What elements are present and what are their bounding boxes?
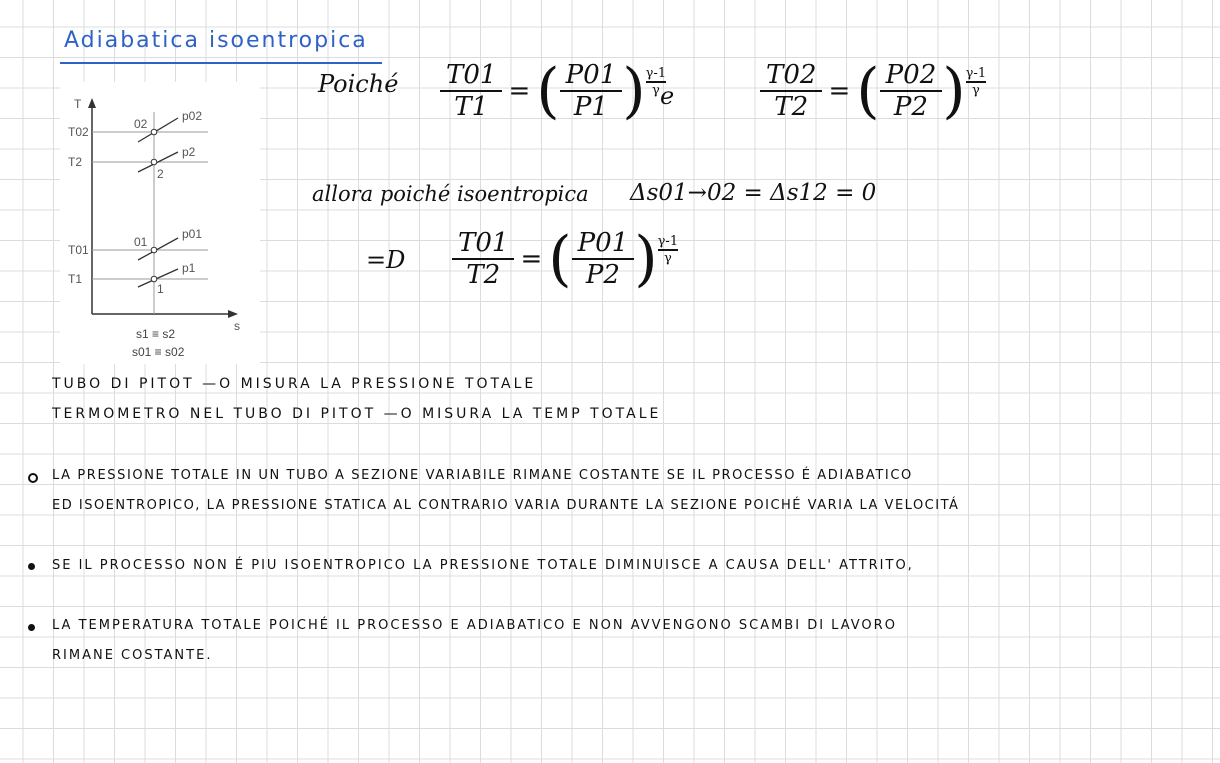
eq2-num-right: P02 — [885, 60, 937, 90]
eq2-open-paren: ( — [856, 56, 880, 126]
eq2-den-left: T2 — [774, 92, 809, 122]
t-axis-arrow — [88, 98, 96, 108]
bullet-2-line-1: SE IL PROCESSO NON É PIU ISOENTROPICO LA PRESSIONE TOTALE DIMINUISCE A CAUSA DELL' ATTRITO, — [52, 558, 914, 573]
caption-s01-s02: s01 ≡ s02 — [132, 345, 185, 359]
eq3-exp-num: γ-1 — [657, 234, 679, 250]
eq3-exp-den: γ — [663, 250, 672, 266]
eq1-num-left: T01 — [446, 60, 497, 90]
label-state-1: 1 — [157, 282, 164, 296]
eq3-num-left: T01 — [458, 228, 509, 258]
title-underline — [60, 62, 382, 64]
eq3-den-left: T2 — [466, 260, 501, 290]
eq3-exponent — [658, 234, 678, 266]
eq1-num-right: P01 — [565, 60, 617, 90]
poiche-word: Poiché — [318, 70, 399, 98]
e-word: e — [660, 82, 675, 110]
eq2-exp-den: γ — [971, 82, 980, 98]
s-axis-label: s — [234, 319, 240, 333]
note-thermometer: TERMOMETRO NEL TUBO DI PITOT —O MISURA LA TEMP TOTALE — [52, 406, 662, 422]
ts-diagram-svg — [60, 82, 260, 364]
t-axis-label: T — [74, 97, 82, 111]
label-t2: T2 — [68, 155, 83, 169]
eq2-left-fraction — [760, 60, 822, 122]
caption-s1-s2: s1 ≡ s2 — [136, 327, 176, 341]
eq1-open-paren: ( — [536, 56, 560, 126]
point-01 — [151, 247, 157, 253]
equation-3 — [452, 224, 679, 294]
eq1-den-right: P1 — [573, 92, 608, 122]
eq3-open-paren: ( — [548, 224, 572, 294]
point-1 — [151, 276, 157, 282]
eq1-den-left: T1 — [454, 92, 489, 122]
delta-s-line — [630, 180, 876, 206]
eq2-close-paren: ) — [942, 56, 966, 126]
bullet-marker-2 — [28, 563, 35, 570]
bullet-3-line-1: LA TEMPERATURA TOTALE POICHÉ IL PROCESSO E ADIABATICO E NON AVVENGONO SCAMBI DI LAVORO — [52, 618, 897, 633]
eq3-close-paren: ) — [634, 224, 658, 294]
bullet-1-line-1: LA PRESSIONE TOTALE IN UN TUBO A SEZIONE VARIABILE RIMANE COSTANTE SE IL PROCESSO É ADIABATICO — [52, 468, 913, 483]
ts-diagram — [60, 82, 260, 364]
implies-symbol — [366, 246, 405, 274]
bullet-3-line-2: RIMANE COSTANTE. — [52, 648, 213, 663]
eq3-num-right: P01 — [577, 228, 629, 258]
label-t1: T1 — [68, 272, 83, 286]
label-state-2: 2 — [157, 167, 164, 181]
point-2 — [151, 159, 157, 165]
allora-line — [312, 182, 589, 206]
label-state-02: 02 — [134, 117, 148, 131]
label-p1: p1 — [182, 261, 196, 275]
poiche-label — [318, 70, 398, 98]
bullet-marker-1 — [28, 473, 38, 483]
eq3-equals: = — [520, 244, 543, 274]
s-axis-arrow — [228, 310, 238, 318]
label-t01: T01 — [68, 243, 89, 257]
eq1-right-fraction — [560, 60, 623, 122]
eq2-right-fraction — [880, 60, 943, 122]
eq1-exp-den: γ — [651, 82, 660, 98]
eq2-exp-num: γ-1 — [965, 66, 987, 82]
note-pitot-tube: TUBO DI PITOT —O MISURA LA PRESSIONE TOTALE — [52, 376, 537, 392]
allora-text: allora poiché isoentropica — [312, 182, 589, 206]
bullet-1-line-2: ED ISOENTROPICO, LA PRESSIONE STATICA AL CONTRARIO VARIA DURANTE LA SEZIONE POICHÉ VARIA LA VELOCITÁ — [52, 498, 960, 513]
eq2-equals: = — [828, 76, 851, 106]
eq1-close-paren: ) — [622, 56, 646, 126]
label-p02: p02 — [182, 109, 203, 123]
eq3-den-right: P2 — [585, 260, 620, 290]
eq2-num-left: T02 — [766, 60, 817, 90]
conjunction-e — [660, 82, 674, 110]
implies-text: =D — [366, 246, 406, 274]
eq3-right-fraction — [572, 228, 635, 290]
page-title: Adiabatica isoentropica — [64, 28, 368, 53]
point-02 — [151, 129, 157, 135]
label-p2: p2 — [182, 145, 196, 159]
equation-1 — [440, 56, 667, 126]
delta-s-text: Δs01→02 = Δs12 = 0 — [630, 180, 877, 206]
bullet-marker-3 — [28, 624, 35, 631]
eq1-exp-num: γ-1 — [645, 66, 667, 82]
label-p01: p01 — [182, 227, 203, 241]
eq2-den-right: P2 — [893, 92, 928, 122]
label-state-01: 01 — [134, 235, 148, 249]
eq1-equals: = — [508, 76, 531, 106]
eq1-left-fraction — [440, 60, 502, 122]
label-t02: T02 — [68, 125, 89, 139]
eq2-exponent — [966, 66, 986, 98]
equation-2 — [760, 56, 987, 126]
eq3-left-fraction — [452, 228, 514, 290]
